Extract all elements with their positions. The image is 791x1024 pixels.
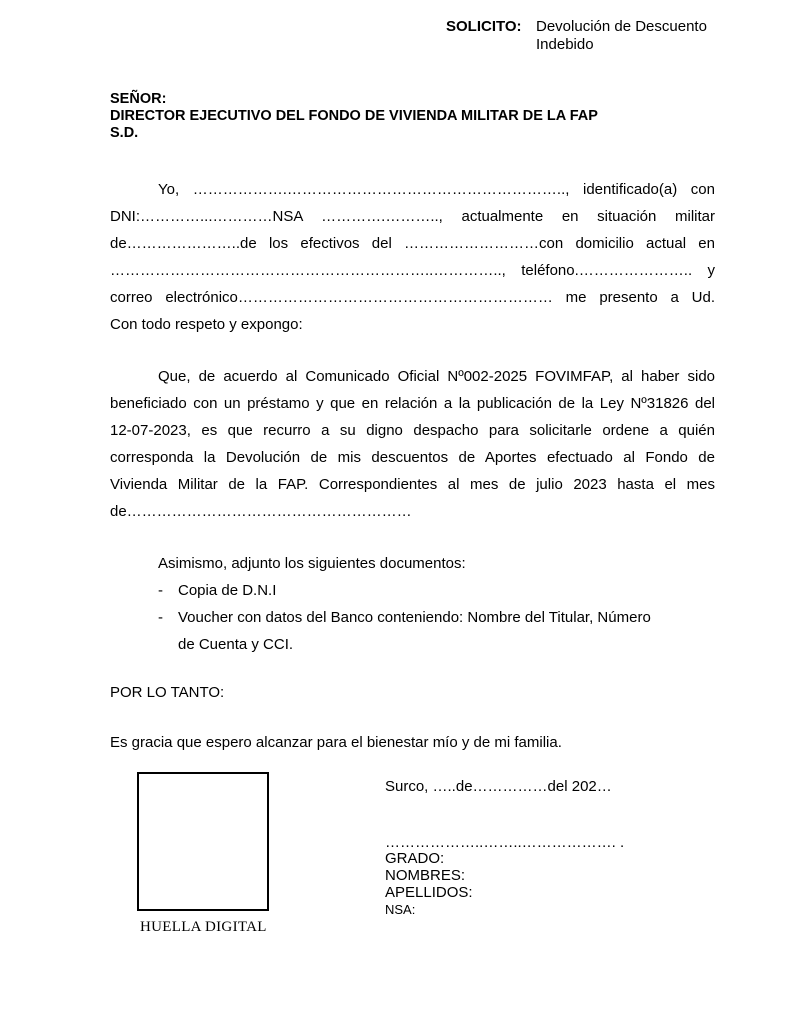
attachment-item-continuation: de Cuenta y CCI.: [178, 636, 294, 653]
request-paragraph: [110, 363, 715, 525]
intro-line: Con todo respeto y expongo:: [110, 316, 303, 333]
date-line: Surco, …..de……………del 202…: [385, 778, 612, 795]
solicito-subject-line2: Indebido: [536, 36, 594, 53]
intro-paragraph: [110, 176, 715, 338]
signature-fields: [385, 850, 473, 901]
request-line: corresponda la Devolución de mis descuentos de Aportes efectuado al Fondo de: [110, 449, 715, 466]
attachment-item-label: Copia de D.N.I: [178, 582, 277, 599]
fingerprint-box: [137, 772, 269, 911]
apellidos-label: APELLIDOS:: [385, 884, 473, 901]
intro-line: correo electrónico……………………………………………………… me presento a Ud.: [110, 289, 715, 306]
addressee-salutation: SEÑOR:: [110, 91, 167, 107]
signature-line: ………………..……..………………. .: [385, 834, 625, 851]
attachment-item: [158, 604, 718, 631]
request-line: Vivienda Militar de la FAP. Correspondientes al mes de julio 2023 hasta el mes: [110, 476, 715, 493]
solicito-header: [446, 18, 707, 53]
intro-line: DNI:…………...…………NSA ………….……….., actualmente en situación militar: [110, 208, 715, 225]
addressee-block: [110, 91, 598, 142]
attachments-intro: Asimismo, adjunto los siguientes documentos:: [158, 555, 466, 572]
closing-sentence: Es gracia que espero alcanzar para el bienestar mío y de mi familia.: [110, 734, 562, 751]
grado-label: GRADO:: [385, 850, 445, 867]
attachment-item: [158, 577, 718, 604]
nombres-label: NOMBRES:: [385, 867, 466, 884]
request-line: beneficiado con un préstamo y que en relación a la publicación de la Ley Nº31826 del: [110, 395, 715, 412]
attachments-block: [158, 550, 718, 658]
request-line: 12-07-2023, es que recurro a su digno despacho para solicitarle ordene a quién: [110, 422, 715, 439]
solicito-label: SOLICITO:: [446, 18, 522, 35]
intro-line: de…………………..de los efectivos del ………………………con domicilio actual en: [110, 235, 715, 252]
solicito-subject-line1: Devolución de Descuento: [536, 18, 707, 35]
attachment-item-label: Voucher con datos del Banco conteniendo: Nombre del Titular, Número: [178, 609, 651, 626]
addressee-sd: S.D.: [110, 125, 139, 141]
fingerprint-label: HUELLA DIGITAL: [140, 919, 267, 935]
request-line: de…………………………………………………: [110, 503, 412, 520]
nsa-label: NSA:: [385, 902, 416, 917]
por-lo-tanto: POR LO TANTO:: [110, 684, 225, 701]
addressee-title: DIRECTOR EJECUTIVO DEL FONDO DE VIVIENDA MILITAR DE LA FAP: [110, 108, 598, 124]
request-line: Que, de acuerdo al Comunicado Oficial Nº002-2025 FOVIMFAP, al haber sido: [158, 368, 715, 385]
dash-bullet: -: [158, 609, 163, 626]
intro-line: Yo, ……………….……………………………………………….., identificado(a) con: [158, 181, 715, 198]
intro-line: ………………………………………………………..………….., teléfono.………………….. y: [110, 262, 715, 279]
dash-bullet: -: [158, 582, 163, 599]
